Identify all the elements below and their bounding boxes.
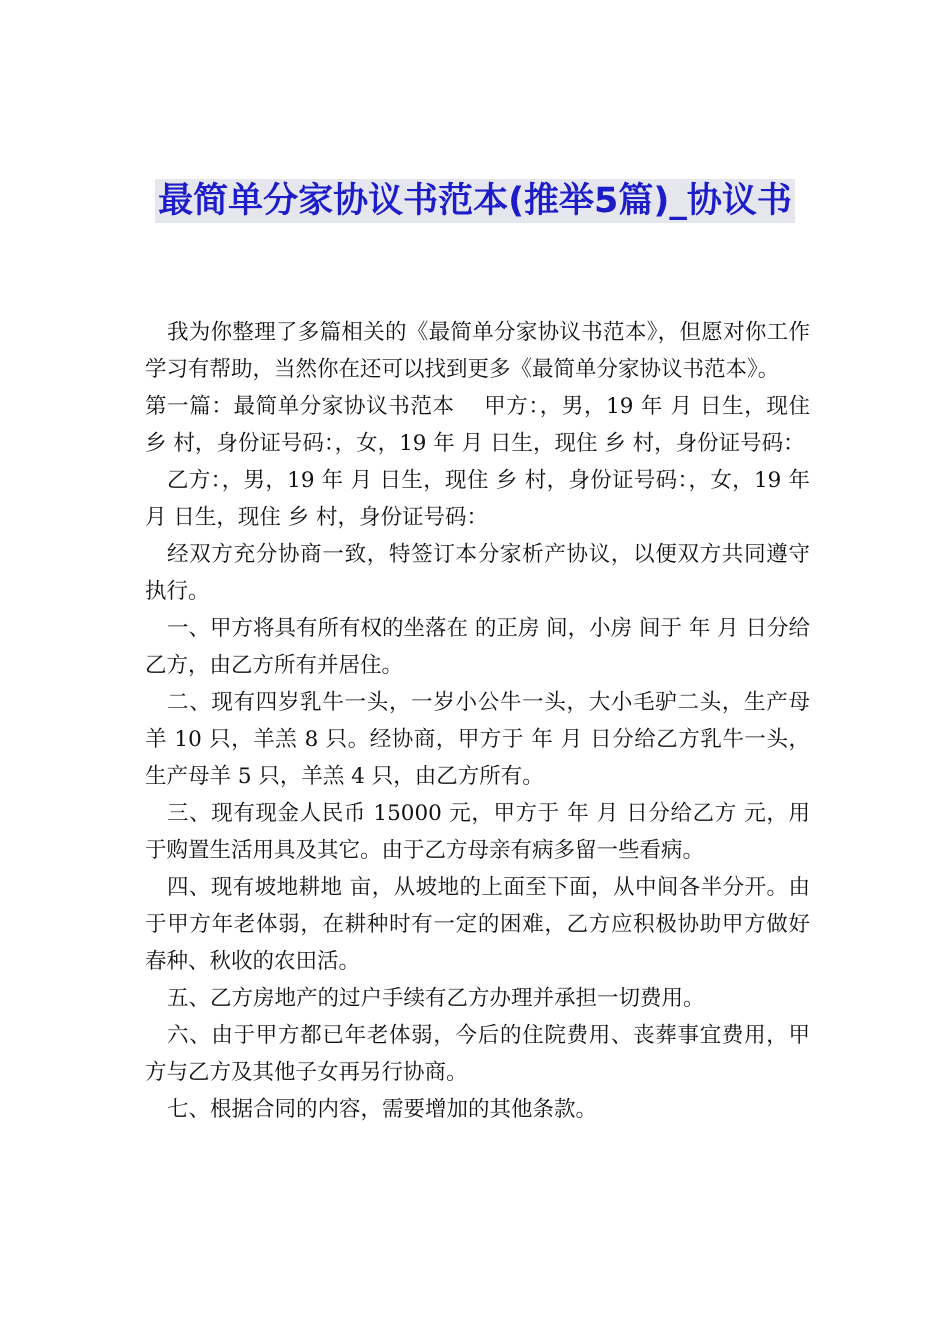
agreement-paragraph: 经双方充分协商一致，特签订本分家析产协议，以便双方共同遵守执行。 bbox=[145, 542, 810, 604]
clause-5: 五、乙方房地产的过户手续有乙方办理并承担一切费用。 bbox=[167, 986, 705, 1011]
document-body bbox=[145, 314, 810, 1128]
clause-7: 七、根据合同的内容，需要增加的其他条款。 bbox=[167, 1097, 598, 1122]
clause-3: 三、现有现金人民币 15000 元，甲方于 年 月 日分给乙方 元，用于购置生活用具及其它。由于乙方母亲有病多留一些看病。 bbox=[145, 801, 810, 863]
clause-1: 一、甲方将具有所有权的坐落在 的正房 间，小房 间于 年 月 日分给乙方，由乙方所有并居住。 bbox=[145, 616, 811, 678]
clause-4: 四、现有坡地耕地 亩，从坡地的上面至下面，从中间各半分开。由于甲方年老体弱，在耕种时有一定的困难，乙方应积极协助甲方做好春种、秋收的农田活。 bbox=[145, 875, 810, 974]
clause-2: 二、现有四岁乳牛一头，一岁小公牛一头，大小毛驴二头，生产母羊 10 只，羊羔 8 只。经协商，甲方于 年 月 日分给乙方乳牛一头，生产母羊 5 只，羊羔 4 只，由乙方所有。 bbox=[145, 690, 810, 789]
title-block bbox=[140, 172, 810, 230]
party-a-paragraph: 第一篇：最简单分家协议书范本 甲方：，男，19 年 月 日生，现住 乡 村，身份证号码：，女，19 年 月 日生，现住 乡 村，身份证号码： bbox=[145, 394, 810, 456]
party-b-paragraph: 乙方：，男，19 年 月 日生，现住 乡 村，身份证号码：，女，19 年 月 日生，现住 乡 村，身份证号码： bbox=[145, 468, 810, 530]
document-title: 最简单分家协议书范本(推举5篇)_协议书 bbox=[155, 179, 795, 223]
intro-paragraph: 我为你整理了多篇相关的《最简单分家协议书范本》，但愿对你工作学习有帮助，当然你在还可以找到更多《最简单分家协议书范本》。 bbox=[145, 320, 810, 382]
clause-6: 六、由于甲方都已年老体弱，今后的住院费用、丧葬事宜费用，甲方与乙方及其他子女再另行协商。 bbox=[145, 1023, 810, 1085]
